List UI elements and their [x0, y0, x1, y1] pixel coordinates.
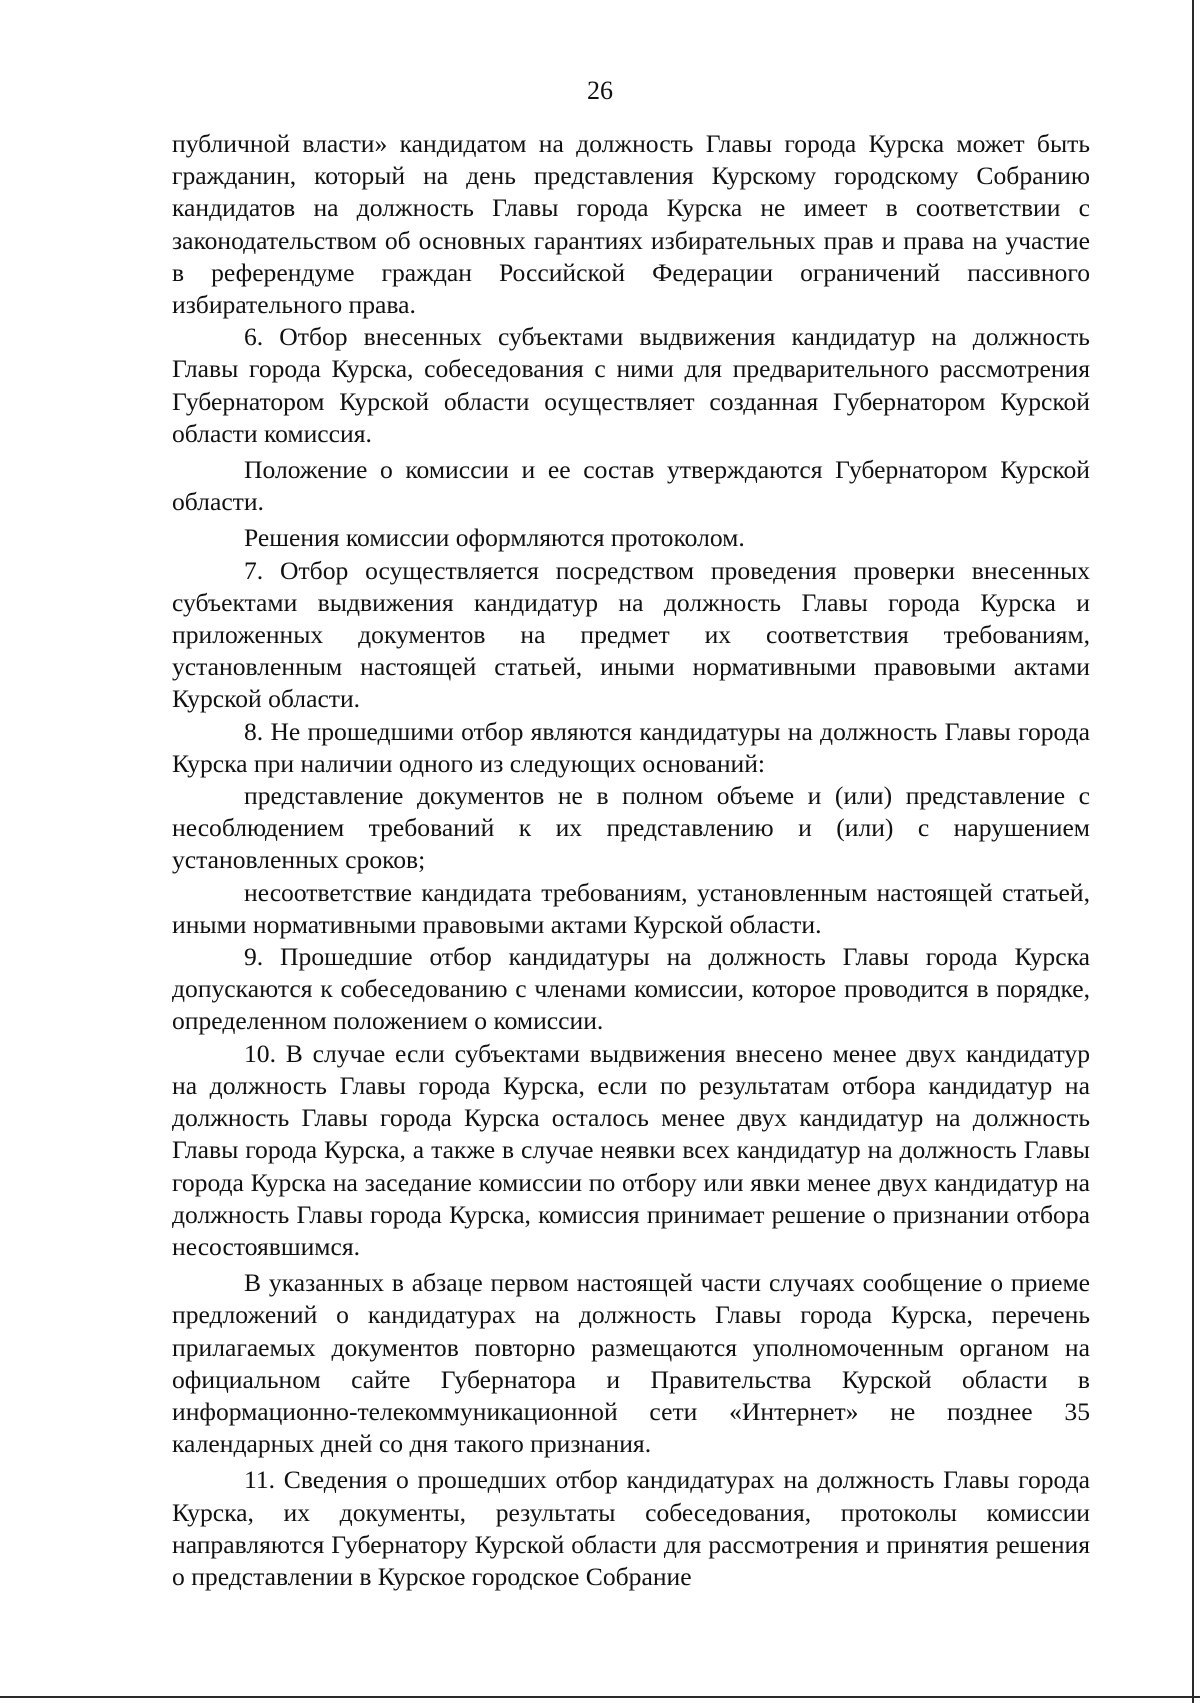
paragraph: несоответствие кандидата требованиям, установленным настоящей статьей, иными нормативными правовыми актами Курской области. — [172, 877, 1090, 939]
paragraph: 7. Отбор осуществляется посредством проведения проверки внесенных субъектами выдвижения кандидатур на должность Главы города Курска и приложенных документов на предмет их соответствия требованиям, установленным настоящей статьей, иными нормативными правовыми актами Курской области. — [172, 555, 1090, 714]
paragraph: представление документов не в полном объеме и (или) представление с несоблюдением требований к их представлению и (или) с нарушением установленных сроков; — [172, 781, 1090, 875]
paragraph: 8. Не прошедшими отбор являются кандидатуры на должность Главы города Курска при наличии одного из следующих оснований: — [172, 716, 1090, 778]
paragraph: 10. В случае если субъектами выдвижения внесено менее двух кандидатур на должность Главы города Курска, если по результатам отбора кандидатур на должность Главы города Курска осталось менее двух кандидатур на должность Главы города Курска, а также в случае неявки всех кандидатур на должность Главы города Курска на заседание комиссии по отбору или явки менее двух кандидатур на должность Главы города Курска, комиссия принимает решение о признании отбора несостоявшимся. — [172, 1038, 1090, 1261]
page-number: 26 — [587, 76, 613, 105]
paragraph: 9. Прошедшие отбор кандидатуры на должность Главы города Курска допускаются к собеседованию с членами комиссии, которое проводится в порядке, определенном положением о комиссии. — [172, 942, 1090, 1036]
scan-edge-right — [1192, 0, 1194, 1703]
paragraph: публичной власти» кандидатом на должность Главы города Курска может быть гражданин, который на день представления Курскому городскому Собранию кандидатов на должность Главы города Курска не имеет в соответствии с законодательством об основных гарантиях избирательных прав и права на участие в референдуме граждан Российской Федерации ограничений пассивного избирательного права. — [172, 129, 1090, 320]
paragraph: Положение о комиссии и ее состав утверждаются Губернатором Курской области. — [172, 455, 1090, 517]
paragraph: В указанных в абзаце первом настоящей части случаях сообщение о приеме предложений о кандидатурах на должность Главы города Курска, перечень прилагаемых документов повторно размещаются уполномоченным органом на официальном сайте Губернатора и Правительства Курской области в информационно-телекоммуникационной сети «Интернет» не позднее 35 календарных дней со дня такого признания. — [172, 1268, 1090, 1459]
paragraph: Решения комиссии оформляются протоколом. — [244, 523, 745, 553]
paragraph: 11. Сведения о прошедших отбор кандидатурах на должность Главы города Курска, их документы, результаты собеседования, протоколы комиссии направляются Губернатору Курской области для рассмотрения и принятия решения о представлении в Курское городское Собрание — [172, 1465, 1090, 1591]
scan-edge-bottom — [0, 1696, 1200, 1698]
document-body — [172, 128, 1090, 1593]
paragraph: 6. Отбор внесенных субъектами выдвижения кандидатур на должность Главы города Курска, собеседования с ними для предварительного рассмотрения Губернатором Курской области осуществляет созданная Губернатором Курской области комиссия. — [172, 322, 1090, 448]
